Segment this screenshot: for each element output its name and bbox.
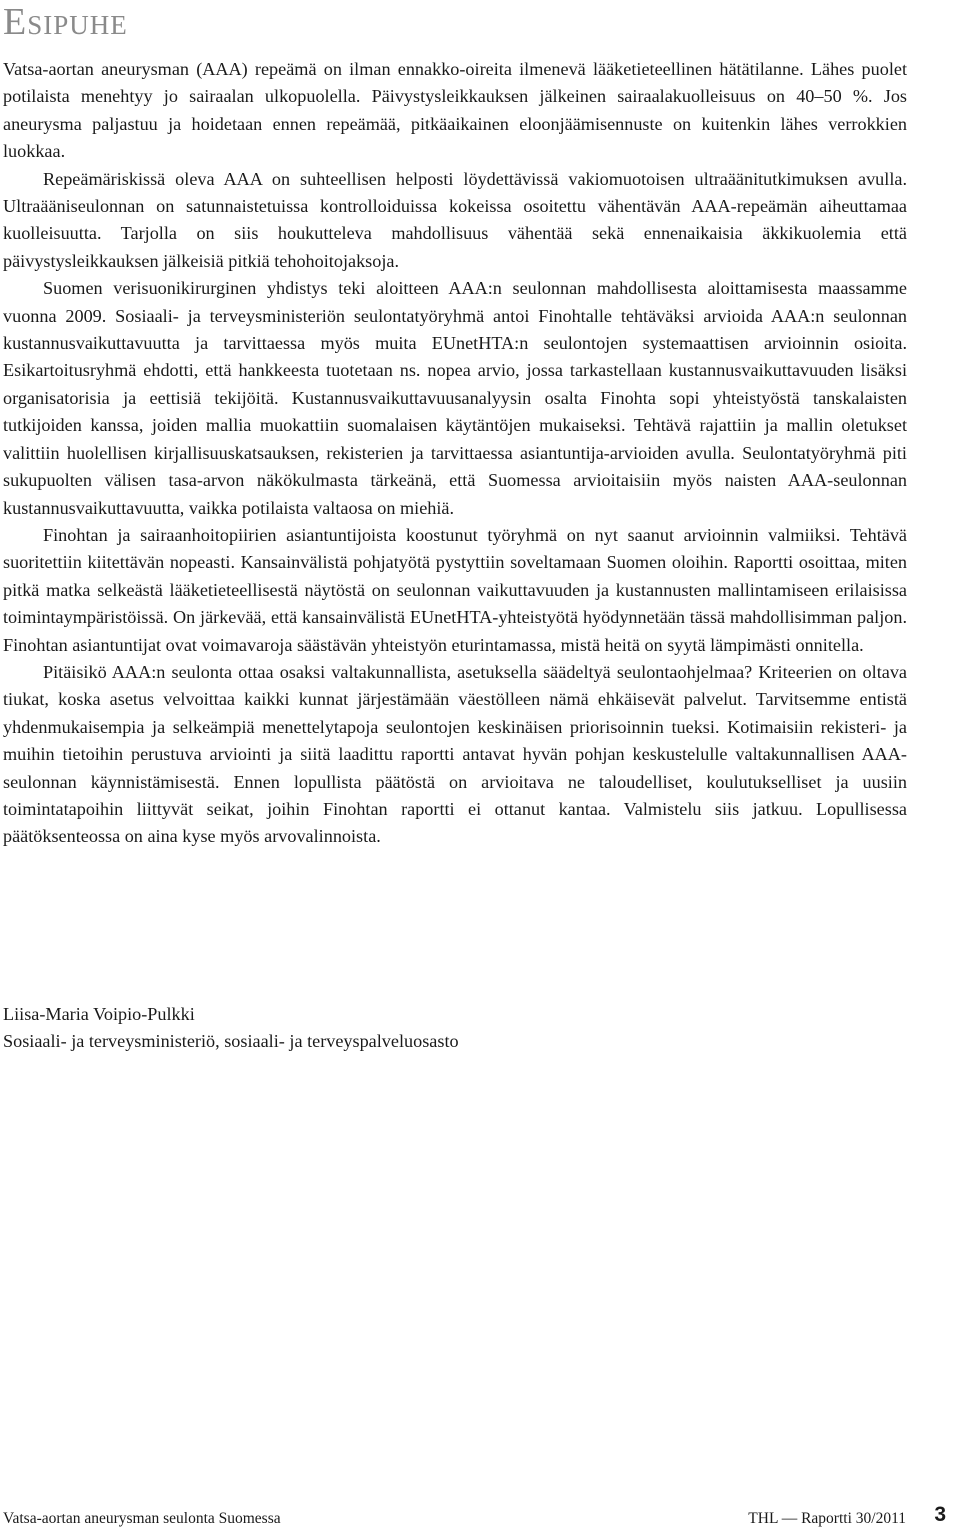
paragraph-3: Suomen verisuonikirurginen yhdistys teki aloitteen AAA:n seulonnan mahdollisesta aloittamisesta maassamme vuonna 2009. Sosiaali- ja terveysministeriön seulontatyöryhmä antoi Finohtalle tehtäväksi arvioida AAA:n seulonnan kustannusvaikuttavuutta ja tarvittaessa myös muita EUnetHTA:n seulontojen systemaattisen arvioinnin osioita. Esikartoitusryhmä ehdotti, että hankkeesta tuotetaan ns. nopea arvio, jossa tarkastellaan kustannusvaikuttavuuden lisäksi organisatorisia ja eettisiä tekijöitä. Kustannusvaikuttavuusanalyysin osalta Finohta sopi yhteistyöstä tanskalaisten tutkijoiden kanssa, joiden mallia muokattiin suomalaisen käytäntöjen mukaiseksi. Tehtävä rajattiin ja mallin oletukset valittiin huolellisen kirjallisuuskatsauksen, rekisterien ja tarvittaessa asiantuntija-arvioiden avulla. Seulontatyöryhmä piti sukupuolten välisen tasa-arvon näkökulmasta tärkeänä, että Suomessa arvioitaisiin myös naisten AAA-seulonnan kustannusvaikuttavuutta, vaikka potilaista valtaosa on miehiä. xyxy=(3,278,907,518)
signature-affiliation: Sosiaali- ja terveysministeriö, sosiaali- ja terveyspalveluosasto xyxy=(3,1031,459,1052)
footer-publication-title: Vatsa-aortan aneurysman seulonta Suomessa xyxy=(3,1510,281,1527)
paragraph-1: Vatsa-aortan aneurysman (AAA) repeämä on ilman ennakko-oireita ilmenevä lääketieteellinen hätätilanne. Lähes puolet potilaista menehtyy jo sairaalan ulkopuolella. Päivystysleikkauksen jälkeinen sairaalakuolleisuus on 40–50 %. Jos aneurysma paljastuu ja hoidetaan ennen repeämää, pitkäaikainen eloonjäämisennuste on kuitenkin lähes verrokkien luokkaa. xyxy=(3,59,907,162)
paragraph-2: Repeämäriskissä oleva AAA on suhteellisen helposti löydettävissä vakiomuotoisen ultraäänitutkimuksen avulla. Ultraääniseulonnan on satunnaistetuissa kontrolloiduissa kokeissa osoitettu vähentävän AAA-repeämän aiheuttamaa kuolleisuutta. Tarjolla on siis houkutteleva mahdollisuus vähentää sekä ennenaikaisia äkkikuolemia että päivystysleikkauksen jälkeisiä pitkiä tehohoitojaksoja. xyxy=(3,168,907,271)
paragraph-4: Finohtan ja sairaanhoitopiirien asiantuntijoista koostunut työryhmä on nyt saanut arvioinnin valmiiksi. Tehtävä suoritettiin kiitettävän nopeasti. Kansainvälistä pohjatyötä pystyttiin soveltamaan Suomen oloihin. Raportti osoittaa, miten pitkä matka selkeästä lääketieteellisestä näytöstä on seulonnan vaikuttavuuden ja kustannusten mallintamiseen erilaisissa toimintaympäristöissä. On järkevää, että kansainvälistä EUnetHTA-yhteistyötä hyödynnetään tässä mahdollisimman paljon. Finohtan asiantuntijat ovat voimavaroja säästävän yhteistyön eturintamassa, mistä heitä on syytä lämpimästi onnitella. xyxy=(3,524,907,655)
footer-report-id: THL — Raportti 30/2011 xyxy=(748,1510,906,1527)
page-heading: Esipuhe xyxy=(3,1,128,43)
signature-block xyxy=(3,1001,459,1056)
page-number: 3 xyxy=(934,1503,946,1526)
signature-name: Liisa-Maria Voipio-Pulkki xyxy=(3,1004,195,1024)
preface-body xyxy=(3,56,907,851)
paragraph-5: Pitäisikö AAA:n seulonta ottaa osaksi valtakunnallista, asetuksella säädeltyä seulontaohjelmaa? Kriteerien on oltava tiukat, koska asetus velvoittaa kaikki kunnat järjestämään väestölleen nämä ehkäisevät palvelut. Tarvitsemme entistä yhdenmukaisempia ja selkeämpiä menettelytapoja seulontojen keskinäisen priorisoinnin tueksi. Kotimaisiin rekisteri- ja muihin tietoihin perustuva arviointi ja siitä laadittu raportti antavat hyvän pohjan keskustelulle valtakunnallisen AAA-seulonnan käynnistämisestä. Ennen lopullista päätöstä on arvioitava ne taloudelliset, koulutukselliset ja uusiin toimintatapoihin liittyvät seikat, joihin Finohtan raportti ei ottanut kantaa. Valmistelu siis jatkuu. Lopullisessa päätöksenteossa on aina kyse myös arvovalinnoista. xyxy=(3,661,907,847)
